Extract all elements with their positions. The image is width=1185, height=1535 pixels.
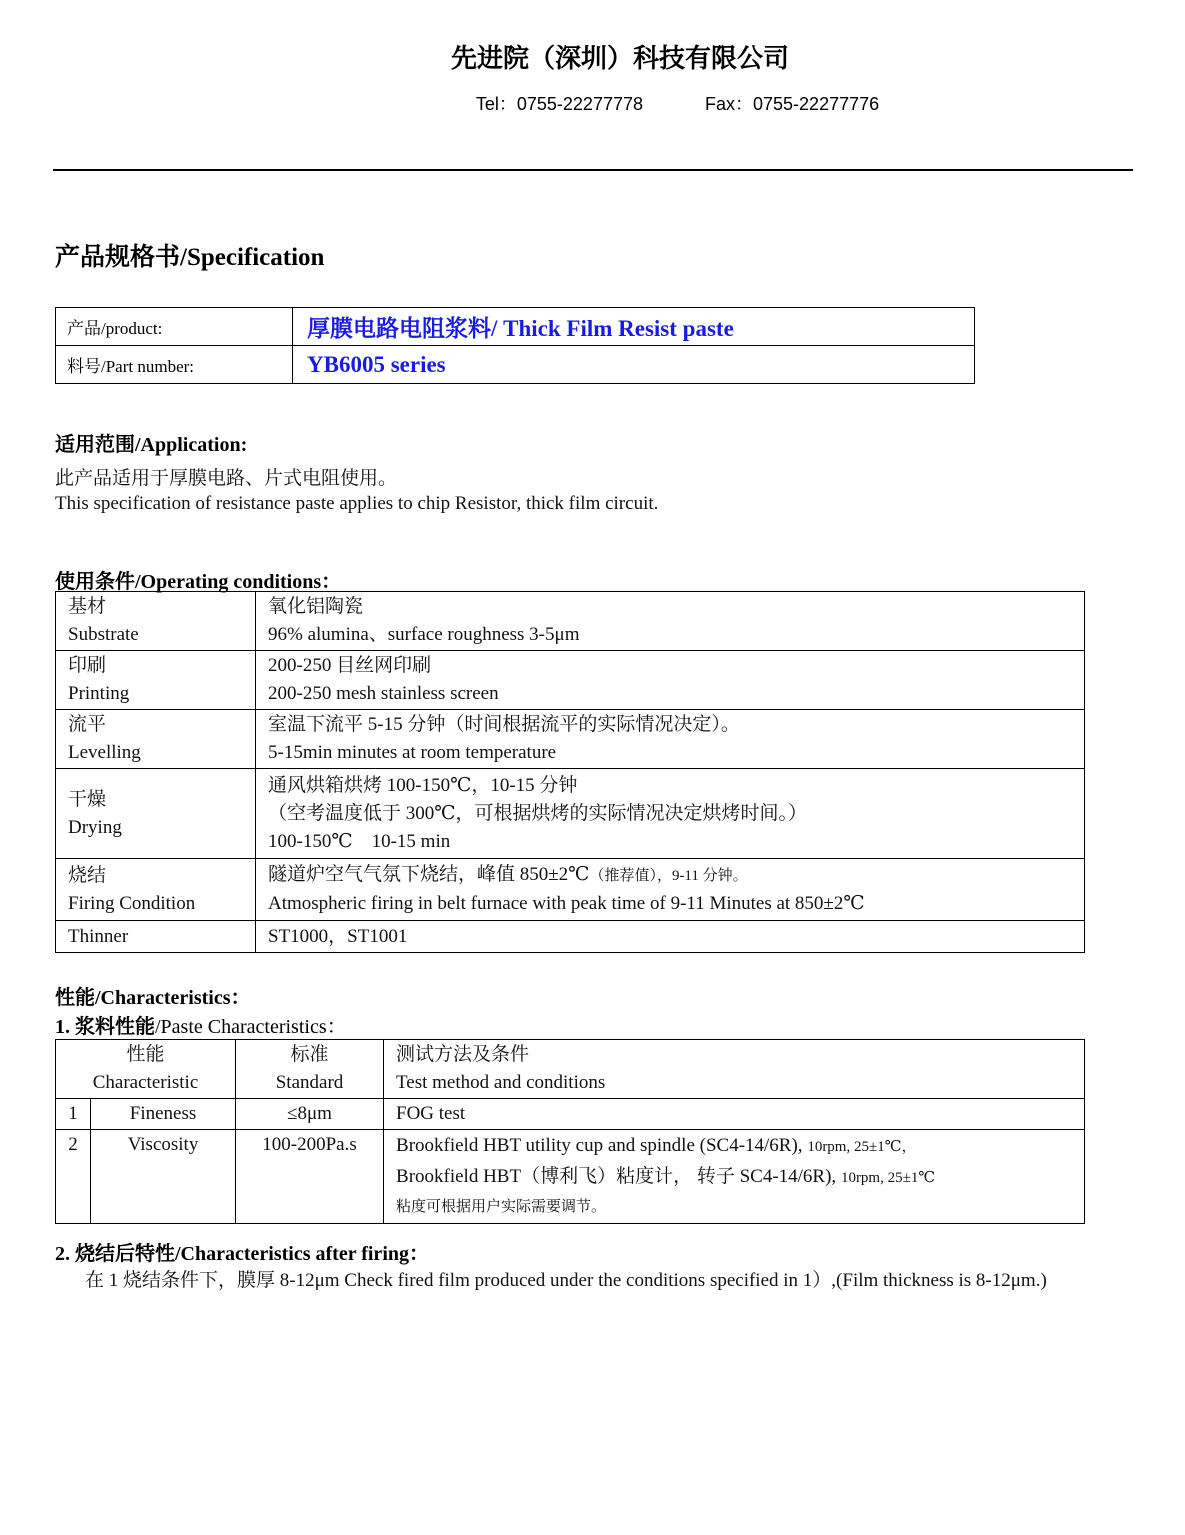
paste-table-header-row: [56, 1040, 1085, 1099]
fax-number: Fax：0755-22277776: [705, 94, 880, 114]
firing-value-zh-small: （推荐值），9-11 分钟。: [589, 868, 748, 884]
levelling-label: [56, 710, 256, 769]
printing-label-zh: 印刷: [68, 655, 107, 676]
fineness-test: FOG test: [384, 1099, 1085, 1130]
after-firing-body: 在 1 烧结条件下，膜厚 8-12μm Check fired film produced under the conditions specified in 1）,(Film thickness is 8-12μm.): [85, 1270, 1047, 1291]
printing-value-en: 200-250 mesh stainless screen: [268, 683, 499, 704]
application-text-en: This specification of resistance paste applies to chip Resistor, thick film circuit.: [55, 493, 659, 514]
viscosity-standard: 100-200Pa.s: [236, 1130, 384, 1224]
viscosity-test-line2-small: 10rpm, 25±1℃: [840, 1170, 936, 1186]
firing-label-zh: 烧结: [68, 864, 107, 886]
col-header-test: [384, 1040, 1085, 1099]
paste-characteristics-heading: [55, 1010, 347, 1039]
col-header-standard-en: Standard: [275, 1072, 344, 1093]
drying-value-line2: （空考温度低于 300℃，可根据烘烤的实际情况决定烘烤时间。）: [268, 802, 808, 824]
page-title: 产品规格书/Specification: [55, 244, 325, 271]
substrate-value: [256, 592, 1085, 651]
levelling-row: [56, 710, 1085, 769]
company-name: 先进院（深圳）科技有限公司: [450, 43, 789, 73]
paste-characteristics-table: [55, 1039, 1085, 1224]
fineness-standard: ≤8μm: [236, 1099, 384, 1130]
drying-value: [256, 769, 1085, 859]
substrate-value-en: 96% alumina、surface roughness 3-5μm: [268, 624, 580, 645]
viscosity-test-line1-main: Brookfield HBT utility cup and spindle (SC4-14/6R),: [396, 1135, 808, 1156]
col-header-characteristic: [56, 1040, 236, 1099]
application-heading: 适用范围/Application:: [55, 434, 248, 456]
substrate-value-zh: 氧化铝陶瓷: [268, 596, 364, 617]
fineness-name: Fineness: [91, 1099, 236, 1130]
col-header-characteristic-zh: 性能: [126, 1044, 165, 1065]
product-row: [56, 308, 975, 346]
levelling-value-zh: 室温下流平 5-15 分钟（时间根据流平的实际情况决定）。: [268, 714, 740, 735]
part-number-value: YB6005 series: [293, 346, 975, 384]
firing-label: [56, 859, 256, 921]
printing-label-en: Printing: [68, 683, 130, 704]
part-number-row: [56, 346, 975, 384]
firing-value-zh: [268, 861, 1074, 890]
drying-label-zh: 干燥: [68, 788, 107, 810]
drying-value-line3: 100-150℃ 10-15 min: [268, 830, 451, 852]
col-header-standard: [236, 1040, 384, 1099]
viscosity-test-line2-main: Brookfield HBT（博利飞）粘度计， 转子 SC4-14/6R),: [396, 1166, 841, 1187]
col-header-standard-zh: 标准: [290, 1044, 329, 1065]
viscosity-row: [56, 1130, 1085, 1224]
viscosity-test-line1-small: 10rpm, 25±1℃，: [807, 1139, 917, 1155]
product-value: 厚膜电路电阻浆料/ Thick Film Resist paste: [293, 308, 975, 346]
viscosity-name: Viscosity: [91, 1130, 236, 1224]
substrate-label-en: Substrate: [68, 624, 139, 645]
operating-conditions-heading: 使用条件/Operating conditions：: [55, 571, 342, 593]
col-header-characteristic-en: Characteristic: [92, 1072, 199, 1093]
part-number-label: 料号/Part number:: [56, 346, 293, 384]
levelling-label-zh: 流平: [68, 714, 107, 735]
product-label: 产品/product:: [56, 308, 293, 346]
thinner-row: [56, 921, 1085, 953]
thinner-value: ST1000，ST1001: [256, 921, 1085, 953]
tel-number: Tel：0755-22277778: [475, 94, 643, 114]
drying-label-en: Drying: [68, 816, 122, 838]
viscosity-test-line2: [396, 1162, 1076, 1193]
col-header-test-en: Test method and conditions: [396, 1072, 606, 1093]
drying-label: [56, 769, 256, 859]
header-divider: [53, 169, 1133, 171]
drying-row: [56, 769, 1085, 859]
application-text-zh: 此产品适用于厚膜电路、片式电阻使用。: [55, 468, 398, 489]
levelling-value: [256, 710, 1085, 769]
levelling-value-en: 5-15min minutes at room temperature: [268, 742, 557, 763]
printing-row: [56, 651, 1085, 710]
after-firing-heading: 2. 烧结后特性/Characteristics after firing：: [55, 1243, 429, 1265]
substrate-label-zh: 基材: [68, 596, 107, 617]
firing-row: [56, 859, 1085, 921]
contact-line: [170, 90, 1185, 116]
firing-label-en: Firing Condition: [68, 892, 196, 914]
substrate-row: [56, 592, 1085, 651]
firing-value-zh-main: 隧道炉空气气氛下烧结，峰值 850±2℃: [268, 864, 590, 885]
substrate-label: [56, 592, 256, 651]
fineness-row: [56, 1099, 1085, 1130]
fineness-no: 1: [56, 1099, 91, 1130]
viscosity-test-line3: 粘度可根据用户实际需要调节。: [396, 1199, 607, 1215]
thinner-label: Thinner: [56, 921, 256, 953]
levelling-label-en: Levelling: [68, 742, 141, 763]
firing-value-en: Atmospheric firing in belt furnace with peak time of 9-11 Minutes at 850±2℃: [268, 893, 865, 914]
drying-value-line1: 通风烘箱烘烤 100-150℃，10-15 分钟: [268, 774, 578, 796]
viscosity-no: 2: [56, 1130, 91, 1224]
operating-conditions-table: [55, 591, 1085, 953]
printing-label: [56, 651, 256, 710]
paste-heading-bold: 1. 浆料性能: [55, 1016, 155, 1038]
col-header-test-zh: 测试方法及条件: [396, 1044, 530, 1065]
firing-value: [256, 859, 1085, 921]
printing-value-zh: 200-250 目丝网印刷: [268, 655, 432, 676]
product-info-table: [55, 307, 975, 384]
paste-heading-rest: /Paste Characteristics：: [155, 1016, 347, 1038]
printing-value: [256, 651, 1085, 710]
viscosity-test-line1: [396, 1131, 1076, 1162]
viscosity-test: [384, 1130, 1085, 1224]
characteristics-heading: 性能/Characteristics：: [55, 987, 251, 1009]
